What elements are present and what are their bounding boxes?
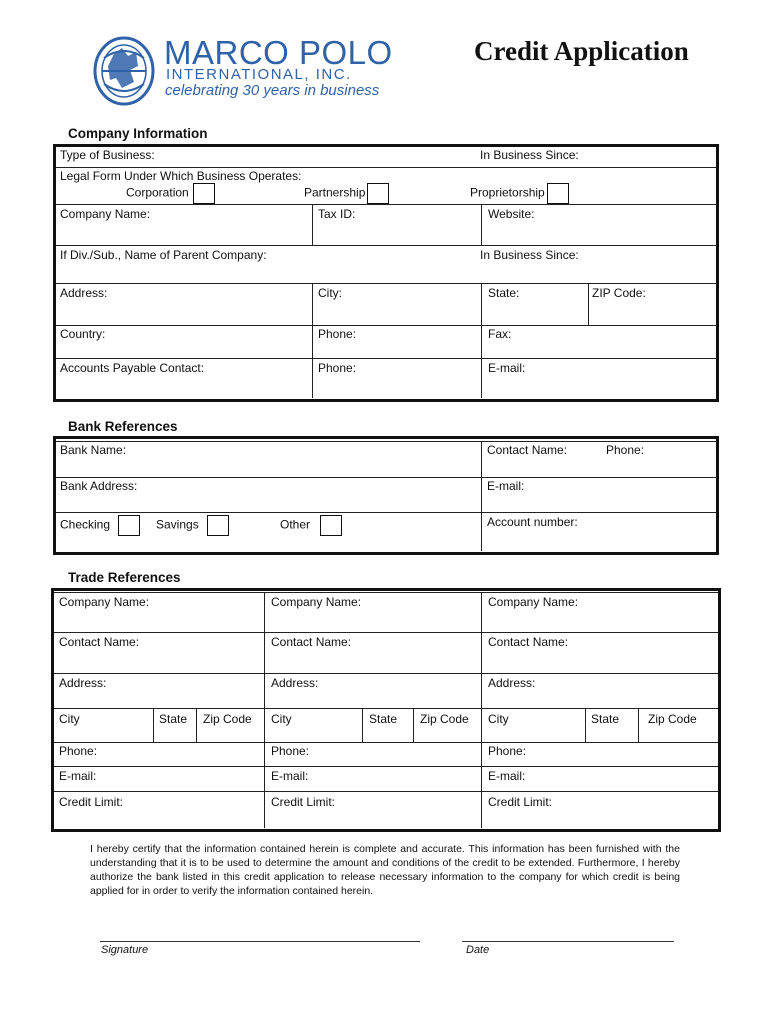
state-field[interactable]: State: (488, 286, 520, 300)
trade2-address-field[interactable]: Address: (271, 676, 319, 690)
email-field[interactable]: E-mail: (488, 361, 526, 375)
trade1-address-field[interactable]: Address: (59, 676, 107, 690)
trade3-email-field[interactable]: E-mail: (488, 769, 526, 783)
type-of-business-label: Type of Business: (60, 148, 155, 162)
bank-name-field[interactable]: Bank Name: (60, 443, 127, 457)
zip-field[interactable]: ZIP Code: (592, 286, 646, 300)
proprietorship-option[interactable] (470, 183, 569, 204)
city-field[interactable]: City: (318, 286, 342, 300)
other-option[interactable] (280, 515, 342, 536)
account-number-field[interactable]: Account number: (487, 515, 578, 529)
certification-text: I hereby certify that the information contained herein is complete and accurate. This information has been furnished with the understanding that it is to be used to determine the amount and conditions of the credit to be extended. Furthermore, I hereby authorize the bank listed in this credit application to release necessary information to the company for which credit is being applied for in order to verify the information contained herein. (90, 843, 680, 897)
tagline: celebrating 30 years in business (165, 82, 380, 99)
trade1-contact-field[interactable]: Contact Name: (59, 635, 140, 649)
savings-checkbox[interactable] (207, 515, 229, 536)
trade2-phone-field[interactable]: Phone: (271, 744, 310, 758)
trade-box (51, 588, 721, 832)
in-business-since-2-field[interactable]: In Business Since: (480, 248, 579, 262)
date-line[interactable] (462, 941, 674, 942)
proprietorship-checkbox[interactable] (547, 183, 569, 204)
tax-id-field[interactable]: Tax ID: (318, 207, 356, 221)
corporation-label: Corporation (126, 185, 189, 200)
website-field[interactable]: Website: (488, 207, 535, 221)
company-name: MARCO POLO (164, 34, 393, 71)
doc-title: Credit Application (474, 36, 689, 66)
bank-address-field[interactable]: Bank Address: (60, 479, 138, 493)
parent-company-field[interactable]: If Div./Sub., Name of Parent Company: (60, 248, 267, 262)
trade3-address-field[interactable]: Address: (488, 676, 536, 690)
savings-label: Savings (156, 517, 199, 532)
ap-contact-field[interactable]: Accounts Payable Contact: (60, 361, 205, 375)
company-sub: INTERNATIONAL, INC. (166, 66, 352, 83)
trade2-state-field[interactable]: State (369, 712, 398, 726)
fax-field[interactable]: Fax: (488, 327, 512, 341)
trade1-state-field[interactable]: State (159, 712, 188, 726)
partnership-option[interactable] (304, 183, 389, 204)
trade2-company-field[interactable]: Company Name: (271, 595, 362, 609)
bank-email-field[interactable]: E-mail: (487, 479, 525, 493)
partnership-label: Partnership (304, 185, 366, 200)
trade3-credit-field[interactable]: Credit Limit: (488, 795, 553, 809)
signature-line[interactable] (100, 941, 420, 942)
trade2-email-field[interactable]: E-mail: (271, 769, 309, 783)
trade1-email-field[interactable]: E-mail: (59, 769, 97, 783)
corporation-option[interactable] (126, 183, 215, 204)
phone2-field[interactable]: Phone: (318, 361, 357, 375)
trade3-zip-field[interactable]: Zip Code (648, 712, 697, 726)
checking-label: Checking (60, 517, 111, 532)
country-field[interactable]: Country: (60, 327, 106, 341)
bank-phone-field[interactable]: Phone: (606, 443, 645, 457)
trade1-phone-field[interactable]: Phone: (59, 744, 98, 758)
trade3-city-field[interactable]: City (488, 712, 509, 726)
trade1-zip-field[interactable]: Zip Code (203, 712, 252, 726)
trade2-contact-field[interactable]: Contact Name: (271, 635, 352, 649)
trade2-zip-field[interactable]: Zip Code (420, 712, 469, 726)
savings-option[interactable] (156, 515, 229, 536)
other-checkbox[interactable] (320, 515, 342, 536)
legal-form-label: Legal Form Under Which Business Operates: (60, 169, 302, 183)
trade3-company-field[interactable]: Company Name: (488, 595, 579, 609)
trade2-city-field[interactable]: City (271, 712, 292, 726)
trade2-credit-field[interactable]: Credit Limit: (271, 795, 336, 809)
checking-checkbox[interactable] (118, 515, 140, 536)
trade1-credit-field[interactable]: Credit Limit: (59, 795, 124, 809)
address-field[interactable]: Address: (60, 286, 108, 300)
proprietorship-label: Proprietorship (470, 185, 545, 200)
in-business-since-label: In Business Since: (480, 148, 579, 162)
phone-field[interactable]: Phone: (318, 327, 357, 341)
company-info-heading: Company Information (68, 126, 208, 141)
signature-label: Signature (101, 944, 149, 956)
trade3-contact-field[interactable]: Contact Name: (488, 635, 569, 649)
other-label: Other (280, 517, 311, 532)
corporation-checkbox[interactable] (193, 183, 215, 204)
company-name-field[interactable]: Company Name: (60, 207, 151, 221)
bank-heading: Bank References (68, 419, 178, 434)
globe-icon (92, 36, 156, 106)
date-label: Date (466, 944, 490, 956)
partnership-checkbox[interactable] (367, 183, 389, 204)
trade1-city-field[interactable]: City (59, 712, 80, 726)
trade3-phone-field[interactable]: Phone: (488, 744, 527, 758)
trade1-company-field[interactable]: Company Name: (59, 595, 150, 609)
bank-contact-field[interactable]: Contact Name: (487, 443, 568, 457)
checking-option[interactable] (60, 515, 140, 536)
trade-heading: Trade References (68, 570, 181, 585)
logo (92, 36, 156, 106)
trade3-state-field[interactable]: State (591, 712, 620, 726)
